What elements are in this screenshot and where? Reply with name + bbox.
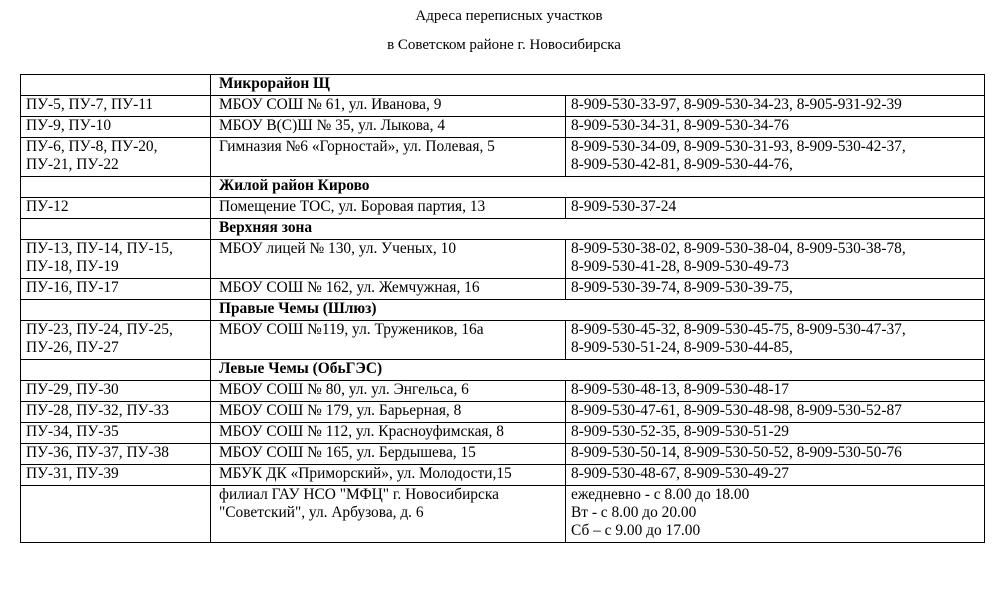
districts-cell: ПУ-12 xyxy=(21,198,211,219)
table-row xyxy=(21,240,985,279)
census-addresses-table xyxy=(20,74,985,543)
districts-cell xyxy=(21,486,211,543)
phones-cell: 8-909-530-38-02, 8-909-530-38-04, 8-909-530-38-78, 8-909-530-41-28, 8-909-530-49-73 xyxy=(566,240,985,279)
address-cell: Гимназия №6 «Горностай», ул. Полевая, 5 xyxy=(211,138,566,177)
section-row xyxy=(21,300,985,321)
address-cell: МБОУ СОШ № 112, ул. Красноуфимская, 8 xyxy=(211,423,566,444)
address-cell: МБУК ДК «Приморский», ул. Молодости,15 xyxy=(211,465,566,486)
districts-cell: ПУ-5, ПУ-7, ПУ-11 xyxy=(21,96,211,117)
phones-cell: 8-909-530-45-32, 8-909-530-45-75, 8-909-530-47-37, 8-909-530-51-24, 8-909-530-44-85, xyxy=(566,321,985,360)
section-title: Верхняя зона xyxy=(211,219,985,240)
phones-cell: 8-909-530-33-97, 8-909-530-34-23, 8-905-931-92-39 xyxy=(566,96,985,117)
districts-cell: ПУ-23, ПУ-24, ПУ-25, ПУ-26, ПУ-27 xyxy=(21,321,211,360)
phones-cell: 8-909-530-48-13, 8-909-530-48-17 xyxy=(566,381,985,402)
address-cell: МБОУ СОШ № 179, ул. Барьерная, 8 xyxy=(211,402,566,423)
phones-cell: 8-909-530-48-67, 8-909-530-49-27 xyxy=(566,465,985,486)
section-title: Жилой район Кирово xyxy=(211,177,985,198)
phones-cell: 8-909-530-34-09, 8-909-530-31-93, 8-909-530-42-37, 8-909-530-42-81, 8-909-530-44-76, xyxy=(566,138,985,177)
address-cell: МБОУ СОШ №119, ул. Тружеников, 16а xyxy=(211,321,566,360)
section-row xyxy=(21,360,985,381)
address-cell: филиал ГАУ НСО "МФЦ" г. Новосибирска "Советский", ул. Арбузова, д. 6 xyxy=(211,486,566,543)
table-row xyxy=(21,138,985,177)
phones-cell: 8-909-530-34-31, 8-909-530-34-76 xyxy=(566,117,985,138)
empty-cell xyxy=(21,177,211,198)
address-cell: МБОУ СОШ № 162, ул. Жемчужная, 16 xyxy=(211,279,566,300)
districts-cell: ПУ-16, ПУ-17 xyxy=(21,279,211,300)
section-row xyxy=(21,177,985,198)
phones-cell: 8-909-530-50-14, 8-909-530-50-52, 8-909-530-50-76 xyxy=(566,444,985,465)
section-title: Левые Чемы (ОбьГЭС) xyxy=(211,360,985,381)
table-row xyxy=(21,486,985,543)
table-row xyxy=(21,279,985,300)
empty-cell xyxy=(21,219,211,240)
table-row xyxy=(21,96,985,117)
table-row xyxy=(21,465,985,486)
table-row xyxy=(21,423,985,444)
address-cell: МБОУ лицей № 130, ул. Ученых, 10 xyxy=(211,240,566,279)
document-title: Адреса переписных участков xyxy=(415,8,603,24)
address-cell: Помещение ТОС, ул. Боровая партия, 13 xyxy=(211,198,566,219)
address-cell: МБОУ В(С)Ш № 35, ул. Лыкова, 4 xyxy=(211,117,566,138)
empty-cell xyxy=(21,360,211,381)
districts-cell: ПУ-9, ПУ-10 xyxy=(21,117,211,138)
table-row xyxy=(21,321,985,360)
table-row xyxy=(21,402,985,423)
districts-cell: ПУ-29, ПУ-30 xyxy=(21,381,211,402)
phones-cell: 8-909-530-52-35, 8-909-530-51-29 xyxy=(566,423,985,444)
districts-cell: ПУ-36, ПУ-37, ПУ-38 xyxy=(21,444,211,465)
table-row xyxy=(21,381,985,402)
section-title: Микрорайон Щ xyxy=(211,75,985,96)
phones-cell: 8-909-530-37-24 xyxy=(566,198,985,219)
districts-cell: ПУ-34, ПУ-35 xyxy=(21,423,211,444)
districts-cell: ПУ-6, ПУ-8, ПУ-20, ПУ-21, ПУ-22 xyxy=(21,138,211,177)
table-row xyxy=(21,198,985,219)
address-cell: МБОУ СОШ № 80, ул. ул. Энгельса, 6 xyxy=(211,381,566,402)
districts-cell: ПУ-28, ПУ-32, ПУ-33 xyxy=(21,402,211,423)
phones-cell: 8-909-530-39-74, 8-909-530-39-75, xyxy=(566,279,985,300)
table-body xyxy=(21,75,985,543)
table-row xyxy=(21,444,985,465)
empty-cell xyxy=(21,300,211,321)
districts-cell: ПУ-13, ПУ-14, ПУ-15, ПУ-18, ПУ-19 xyxy=(21,240,211,279)
phones-cell: 8-909-530-47-61, 8-909-530-48-98, 8-909-530-52-87 xyxy=(566,402,985,423)
phones-cell: ежедневно - с 8.00 до 18.00 Вт - с 8.00 до 20.00 Сб – с 9.00 до 17.00 xyxy=(566,486,985,543)
address-cell: МБОУ СОШ № 61, ул. Иванова, 9 xyxy=(211,96,566,117)
document-subtitle: в Советском районе г. Новосибирска xyxy=(387,37,621,53)
districts-cell: ПУ-31, ПУ-39 xyxy=(21,465,211,486)
section-row xyxy=(21,219,985,240)
empty-cell xyxy=(21,75,211,96)
address-cell: МБОУ СОШ № 165, ул. Бердышева, 15 xyxy=(211,444,566,465)
table-row xyxy=(21,117,985,138)
section-title: Правые Чемы (Шлюз) xyxy=(211,300,985,321)
section-row xyxy=(21,75,985,96)
